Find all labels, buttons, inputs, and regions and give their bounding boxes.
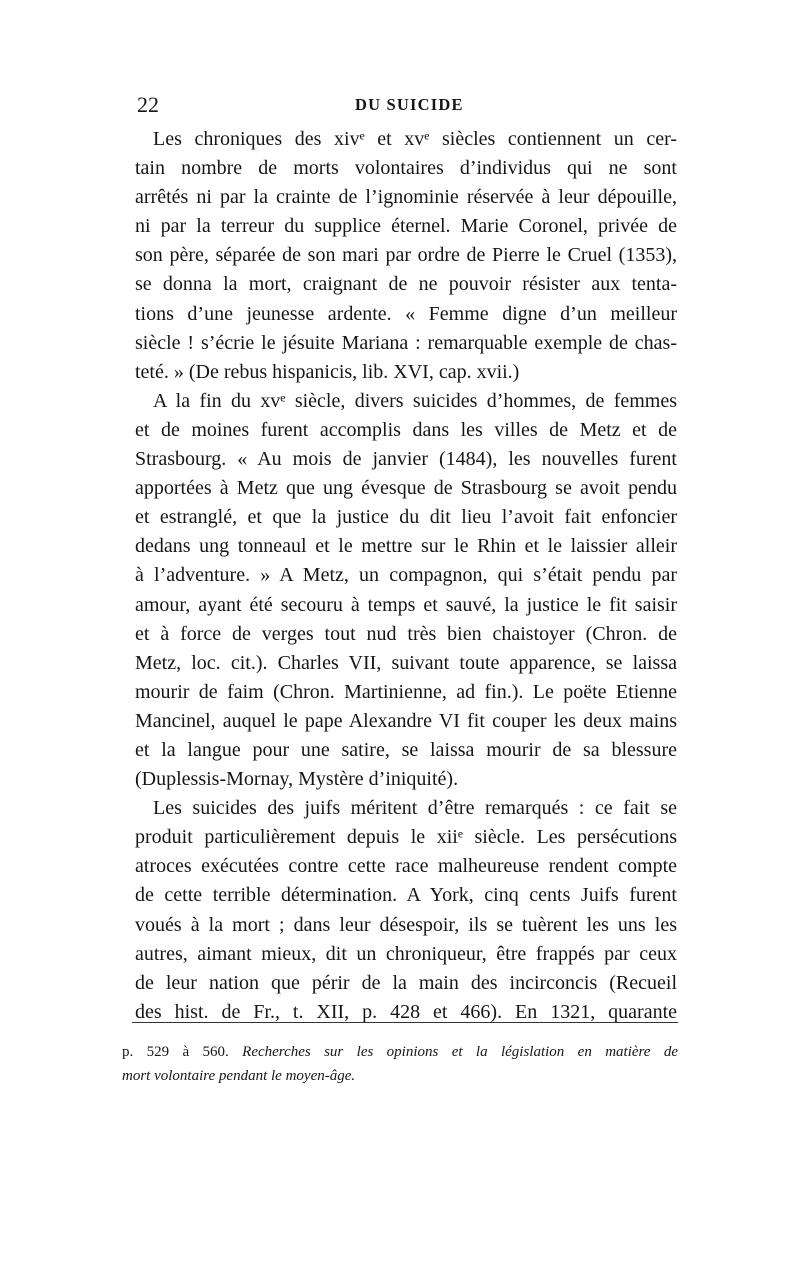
footnote-line: [122, 1040, 678, 1064]
running-title: DU SUICIDE: [355, 95, 464, 114]
text-line: se donna la mort, craignant de ne pouvoir résister aux tenta-: [135, 273, 677, 296]
text-line: ni par la terreur du supplice éternel. Marie Coronel, privée de: [135, 215, 677, 238]
text-line: et à force de verges tout nud très bien chaistoyer (Chron. de: [135, 622, 677, 645]
text-line: siècle ! s’écrie le jésuite Mariana : remarquable exemple de chas-: [135, 331, 677, 354]
text-line: teté. » (De rebus hispanicis, lib. XVI, cap. xvii.): [135, 360, 520, 383]
text-line: Strasbourg. « Au mois de janvier (1484), les nouvelles furent: [135, 448, 677, 471]
text-line: Mancinel, auquel le pape Alexandre VI fit couper les deux mains: [135, 709, 677, 732]
text-line: de leur nation que périr de la main des incirconcis (Recueil: [135, 971, 677, 994]
text-line: amour, ayant été secouru à temps et sauvé, la justice le fit saisir: [135, 593, 677, 616]
text-line: dedans ung tonneaul et le mettre sur le Rhin et le laissier alleir: [135, 535, 677, 558]
text-line: des hist. de Fr., t. XII, p. 428 et 466). En 1321, quarante: [135, 1000, 677, 1023]
text-line: voués à la mort ; dans leur désespoir, ils se tuèrent les uns les: [135, 913, 677, 936]
footnote-title: Recherches sur les opinions et la législation en matière de: [242, 1044, 678, 1060]
text-line: (Duplessis-Mornay, Mystère d’iniquité).: [135, 768, 459, 791]
text-line: atroces exécutées contre cette race malheureuse rendent compte: [135, 855, 677, 878]
text-line: Les chroniques des xivᵉ et xvᵉ siècles contiennent un cer-: [153, 128, 677, 150]
text-line: et de moines furent accomplis dans les villes de Metz et de: [135, 418, 677, 441]
text-line: à l’adventure. » A Metz, un compagnon, qui s’était pendu par: [135, 564, 677, 587]
footnote-separator: [132, 1022, 678, 1023]
text-line: tions d’une jeunesse ardente. « Femme digne d’un meilleur: [135, 302, 677, 325]
page-number: 22: [137, 92, 159, 117]
text-line: produit particulièrement depuis le xiiᵉ siècle. Les persécutions: [135, 826, 677, 849]
text-line: arrêtés ni par la crainte de l’ignominie réservée à leur dépouille,: [135, 186, 677, 209]
text-line: Les suicides des juifs méritent d’être remarqués : ce fait se: [153, 797, 677, 820]
text-line: et estranglé, et que la justice du dit lieu l’avoit fait enfoncier: [135, 506, 677, 529]
text-line: mourir de faim (Chron. Martinienne, ad fin.). Le poëte Etienne: [135, 680, 677, 703]
text-line: son père, séparée de son mari par ordre de Pierre le Cruel (1353),: [135, 244, 677, 267]
footnote-line: mort volontaire pendant le moyen-âge.: [122, 1068, 356, 1084]
footnote: [122, 1040, 678, 1088]
text-line: A la fin du xvᵉ siècle, divers suicides d’hommes, de femmes: [153, 389, 677, 412]
text-line: tain nombre de morts volontaires d’individus qui ne sont: [135, 157, 677, 180]
body-text: [135, 125, 677, 1027]
text-line: autres, aimant mieux, dit un chroniqueur, être frappés par ceux: [135, 942, 677, 965]
text-line: apportées à Metz que ung évesque de Strasbourg se avoit pendu: [135, 477, 677, 500]
text-line: Metz, loc. cit.). Charles VII, suivant toute apparence, se laissa: [135, 651, 677, 674]
footnote-page-reference: p. 529 à 560.: [122, 1044, 229, 1060]
text-line: de cette terrible détermination. A York, cinq cents Juifs furent: [135, 884, 677, 907]
page-header: [137, 92, 677, 122]
text-line: et la langue pour une satire, se laissa mourir de sa blessure: [135, 738, 677, 761]
